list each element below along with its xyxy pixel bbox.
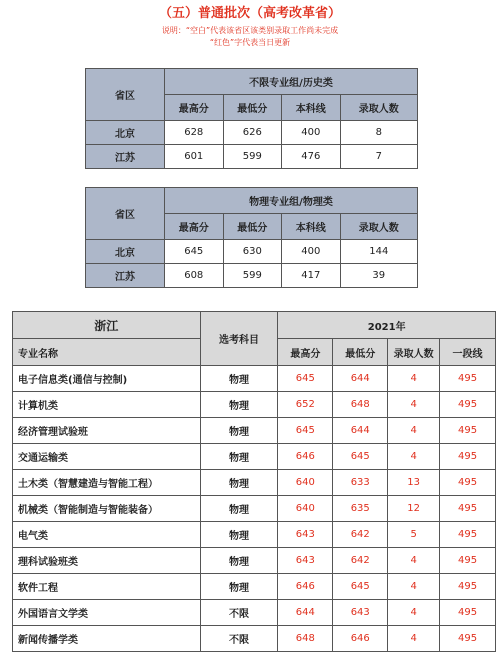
score-cell: 4 [388, 548, 440, 574]
table-row [13, 626, 496, 652]
table-row [13, 418, 496, 444]
page-title: （五）普通批次（高考改革省） [158, 6, 341, 21]
note-line-2: “红色”字代表当日更新 [209, 38, 291, 47]
column-header: 最低分 [223, 214, 282, 240]
score-cell: 495 [440, 626, 496, 652]
score-cell: 495 [440, 548, 496, 574]
column-header: 一段线 [440, 339, 496, 366]
score-cell: 5 [388, 522, 440, 548]
province-header: 省区 [86, 188, 165, 240]
column-header: 录取人数 [388, 339, 440, 366]
major-name-cell: 机械类（智能制造与智能装备） [13, 496, 201, 522]
subject-cell: 物理 [200, 470, 278, 496]
province-header: 浙江 [13, 312, 201, 339]
column-header: 最高分 [278, 339, 333, 366]
score-cell: 652 [278, 392, 333, 418]
table-cell: 601 [165, 145, 224, 169]
subject-cell: 物理 [200, 574, 278, 600]
group-header: 不限专业组/历史类 [165, 69, 418, 95]
table-row [13, 522, 496, 548]
table-row [13, 600, 496, 626]
major-name-cell: 外国语言文学类 [13, 600, 201, 626]
score-cell: 640 [278, 470, 333, 496]
score-cell: 645 [278, 366, 333, 392]
score-cell: 646 [333, 626, 388, 652]
score-cell: 4 [388, 444, 440, 470]
column-header: 最高分 [165, 214, 224, 240]
table-cell: 7 [340, 145, 417, 169]
column-header: 最低分 [223, 95, 282, 121]
column-header: 录取人数 [340, 214, 417, 240]
subject-cell: 物理 [200, 366, 278, 392]
score-cell: 495 [440, 522, 496, 548]
table-cell: 599 [223, 145, 282, 169]
score-cell: 645 [333, 444, 388, 470]
score-cell: 4 [388, 366, 440, 392]
table-cell: 626 [223, 121, 282, 145]
score-cell: 635 [333, 496, 388, 522]
subject-cell: 不限 [200, 600, 278, 626]
major-name-cell: 软件工程 [13, 574, 201, 600]
zhejiang-table-body [13, 366, 496, 652]
table-cell: 39 [340, 264, 417, 288]
year-header: 2021年 [278, 312, 496, 339]
score-cell: 645 [278, 418, 333, 444]
score-cell: 4 [388, 418, 440, 444]
table-cell: 476 [282, 145, 341, 169]
subject-header: 选考科目 [200, 312, 278, 366]
score-cell: 644 [333, 366, 388, 392]
score-cell: 633 [333, 470, 388, 496]
table-row [86, 145, 418, 169]
province-cell: 江苏 [86, 145, 165, 169]
table-cell: 628 [165, 121, 224, 145]
major-name-cell: 交通运输类 [13, 444, 201, 470]
table-cell: 400 [282, 240, 341, 264]
score-cell: 646 [278, 444, 333, 470]
subject-cell: 物理 [200, 548, 278, 574]
table-row [13, 470, 496, 496]
table-row [13, 444, 496, 470]
table-row [13, 496, 496, 522]
score-cell: 495 [440, 574, 496, 600]
table-cell: 599 [223, 264, 282, 288]
table-row [13, 366, 496, 392]
table-row [86, 264, 418, 288]
subject-cell: 物理 [200, 418, 278, 444]
subject-cell: 物理 [200, 496, 278, 522]
table-cell: 630 [223, 240, 282, 264]
major-name-cell: 计算机类 [13, 392, 201, 418]
table-row [13, 548, 496, 574]
score-cell: 495 [440, 392, 496, 418]
column-header: 最高分 [165, 95, 224, 121]
physics-score-table [85, 187, 418, 288]
column-header: 本科线 [282, 95, 341, 121]
score-cell: 12 [388, 496, 440, 522]
major-name-cell: 土木类（智慧建造与智能工程） [13, 470, 201, 496]
major-name-cell: 理科试验班类 [13, 548, 201, 574]
score-cell: 644 [333, 418, 388, 444]
table-cell: 144 [340, 240, 417, 264]
table-row [86, 240, 418, 264]
score-cell: 644 [278, 600, 333, 626]
table-cell: 8 [340, 121, 417, 145]
score-cell: 648 [333, 392, 388, 418]
score-cell: 495 [440, 496, 496, 522]
major-name-cell: 电气类 [13, 522, 201, 548]
major-header: 专业名称 [13, 339, 201, 366]
table-row [13, 392, 496, 418]
table-cell: 608 [165, 264, 224, 288]
province-cell: 江苏 [86, 264, 165, 288]
score-cell: 645 [333, 574, 388, 600]
score-cell: 643 [278, 548, 333, 574]
subject-cell: 物理 [200, 392, 278, 418]
note-line-1: 说明：“空白”代表该省区该类别录取工作尚未完成 [161, 26, 339, 35]
score-cell: 495 [440, 444, 496, 470]
zhejiang-score-table [12, 311, 496, 652]
column-header: 最低分 [333, 339, 388, 366]
score-cell: 640 [278, 496, 333, 522]
table-row [13, 574, 496, 600]
score-cell: 495 [440, 366, 496, 392]
province-cell: 北京 [86, 240, 165, 264]
score-cell: 642 [333, 522, 388, 548]
score-cell: 643 [333, 600, 388, 626]
score-cell: 646 [278, 574, 333, 600]
table-cell: 400 [282, 121, 341, 145]
column-header: 本科线 [282, 214, 341, 240]
major-name-cell: 电子信息类(通信与控制) [13, 366, 201, 392]
subject-cell: 物理 [200, 522, 278, 548]
subject-cell: 不限 [200, 626, 278, 652]
table-row [86, 121, 418, 145]
group-header: 物理专业组/物理类 [165, 188, 418, 214]
score-cell: 4 [388, 600, 440, 626]
province-header: 省区 [86, 69, 165, 121]
history-score-table [85, 68, 418, 169]
score-cell: 648 [278, 626, 333, 652]
column-header: 录取人数 [340, 95, 417, 121]
score-cell: 642 [333, 548, 388, 574]
score-cell: 4 [388, 626, 440, 652]
subject-cell: 物理 [200, 444, 278, 470]
major-name-cell: 经济管理试验班 [13, 418, 201, 444]
score-cell: 495 [440, 600, 496, 626]
score-cell: 643 [278, 522, 333, 548]
table-cell: 417 [282, 264, 341, 288]
major-name-cell: 新闻传播学类 [13, 626, 201, 652]
score-cell: 495 [440, 418, 496, 444]
score-cell: 4 [388, 574, 440, 600]
table-cell: 645 [165, 240, 224, 264]
score-cell: 13 [388, 470, 440, 496]
score-cell: 4 [388, 392, 440, 418]
province-cell: 北京 [86, 121, 165, 145]
score-cell: 495 [440, 470, 496, 496]
